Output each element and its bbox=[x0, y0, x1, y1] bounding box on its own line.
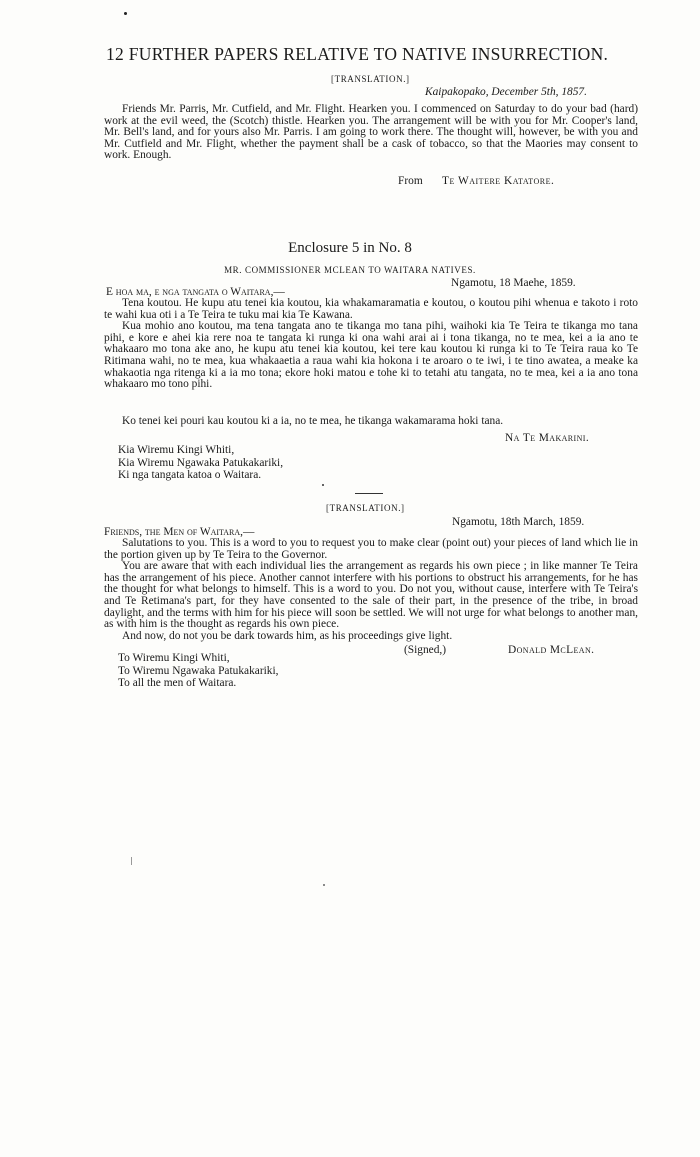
maori-body bbox=[104, 298, 638, 391]
enclosure-title: Enclosure 5 in No. 8 bbox=[288, 240, 412, 256]
letter1-from: From bbox=[398, 175, 423, 187]
maori-paragraph-2: Kua mohio ano koutou, ma tena tangata ano te tikanga mo tana pihi, waihoki kia Te Teira te tikanga mo tana pihi, e kore e ahei kia rere noa te tangata ki runga ki ona wahi arai ai i tona tikanga, no te mea, kei a ia ano te whakaaro mo tona ake ano, he kupu atu tenei kia koutou, kei tere kau koutou ki runga ki to Te Teira raua ko Te Ritimana wahi, no te mea, kua whakaaetia a raua wahi kia hokona i te aroaro o te iwi, i te tino awatea, a meake ka whakaotia nga ritenga ki a ia mo tona; ekore hoki matou e tohe ki to tetahi atu tangata, no te mea, kei a ia ano tona whakaaro mo tono pihi. bbox=[104, 320, 638, 391]
maori-addressees bbox=[118, 444, 283, 482]
translation-signed: (Signed,) bbox=[404, 644, 447, 656]
maori-signature: Na Te Makarini. bbox=[505, 432, 590, 444]
translation-addressees bbox=[118, 652, 279, 690]
translation-addressee-1: To Wiremu Kingi Whiti, bbox=[118, 652, 230, 664]
translation-addressee-3: To all the men of Waitara. bbox=[118, 677, 237, 690]
translation-label-1: [TRANSLATION.] bbox=[331, 74, 410, 84]
separator-rule bbox=[355, 493, 383, 494]
translation-body bbox=[104, 538, 638, 642]
translation-signature: Donald McLean. bbox=[508, 644, 595, 656]
translation-paragraph-3: And now, do not you be dark towards him, as his proceedings give light. bbox=[122, 629, 453, 642]
maori-paragraph-1: Tena koutou. He kupu atu tenei kia koutou, kia whakamaramatia e koutou, o koutou pihi whenua e takoto i roto te wahi kua oti i a Te Teira te tuku mai kia Te Kawana. bbox=[104, 297, 638, 321]
translation-place-date: Ngamotu, 18th March, 1859. bbox=[452, 516, 585, 528]
translation-label-2: [TRANSLATION.] bbox=[326, 503, 405, 513]
maori-place-date: Ngamotu, 18 Maehe, 1859. bbox=[451, 277, 576, 289]
letter1-body bbox=[104, 104, 638, 162]
maori-salutation: E hoa ma, e nga tangata o Waitara,— bbox=[106, 286, 285, 298]
enclosure-subtitle: MR. COMMISSIONER MCLEAN TO WAITARA NATIVES. bbox=[224, 265, 476, 275]
maori-addressee-3: Ki nga tangata katoa o Waitara. bbox=[118, 469, 262, 482]
translation-paragraph-1: Salutations to you. This is a word to you to request you to make clear (point out) your pieces of land which lie in the portion given up by Te Teira to the Governor. bbox=[104, 537, 638, 561]
translation-paragraph-2: You are aware that with each individual lies the arrangement as regards his own piece ; in like manner Te Teira has the arrangement of his piece. Another cannot interfere with his portions to obstruct his arrangements, for he has the thought for what belongs to himself. This is a word to you. Do not you, without cause, interfere with Te Teira's and Te Retimana's part, for they have consented to the sale of their part, in the presence of the tribe, in broad daylight, and the terms with him for his piece will soon be settled. We will not urge for what belongs to another man, as with him is the thought as regards his own piece. bbox=[104, 560, 638, 631]
letter1-paragraph: Friends Mr. Parris, Mr. Cutfield, and Mr. Flight. Hearken you. I commenced on Saturday to do your bad (hard) work at the evil weed, the (Scotch) thistle. Hearken you. The arrangement will be with you for Mr. Cooper's land, Mr. Bell's land, and for yours also Mr. Parris. I am going to work there. The thought will, however, be with you and Mr. Cutfield and Mr. Flight, whether the payment shall be a cask of tobacco, so that the Maories may consent to work. Enough. bbox=[104, 103, 638, 162]
letter1-place-date: Kaipakopako, December 5th, 1857. bbox=[425, 86, 587, 98]
stray-mark bbox=[131, 857, 132, 865]
maori-addressee-2: Kia Wiremu Ngawaka Patukakariki, bbox=[118, 456, 284, 469]
stray-dot bbox=[323, 884, 325, 886]
ink-speck bbox=[322, 484, 324, 486]
page-header: 12 FURTHER PAPERS RELATIVE TO NATIVE INSURRECTION. bbox=[106, 44, 609, 64]
translation-addressee-2: To Wiremu Ngawaka Patukakariki, bbox=[118, 664, 279, 677]
maori-closing bbox=[104, 416, 638, 428]
letter1-signature: Te Waitere Katatore. bbox=[442, 175, 555, 187]
maori-paragraph-3: Ko tenei kei pouri kau koutou ki a ia, no te mea, he tikanga wakamarama hoki tana. bbox=[122, 415, 504, 427]
page-speck bbox=[124, 12, 127, 15]
translation-salutation: Friends, the Men of Waitara,— bbox=[104, 526, 255, 538]
maori-addressee-1: Kia Wiremu Kingi Whiti, bbox=[118, 444, 235, 456]
